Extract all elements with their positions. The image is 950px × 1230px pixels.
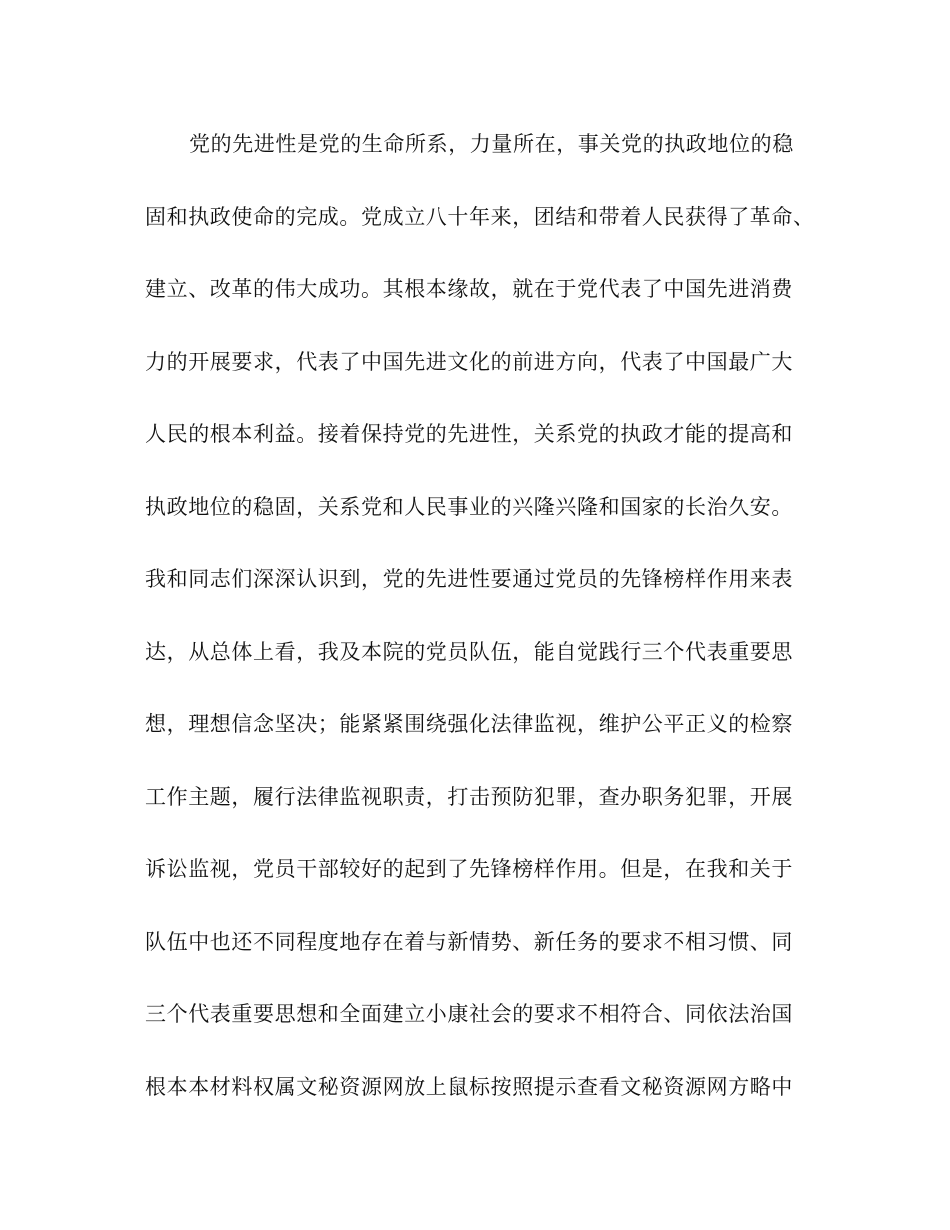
text-line: 三个代表重要思想和全面建立小康社会的要求不相符合、同依法治国	[145, 1002, 793, 1026]
body-paragraph	[145, 124, 825, 1139]
text-line: 工作主题，履行法律监视职责，打击预防犯罪，查办职务犯罪，开展	[145, 784, 793, 809]
text-line: 党的先进性是党的生命所系，力量所在，事关党的执政地位的稳	[189, 132, 794, 156]
text-line: 队伍中也还不同程度地存在着与新情势、新任务的要求不相习惯、同	[145, 929, 793, 954]
text-line: 建立、改革的伟大成功。其根本缘故，就在于党代表了中国先进消费	[145, 277, 793, 301]
text-line: 力的开展要求，代表了中国先进文化的前进方向，代表了中国最广大	[145, 349, 793, 374]
text-line: 执政地位的稳固，关系党和人民事业的兴隆兴隆和国家的长治久安。	[145, 494, 793, 519]
text-line: 根本本材料权属文秘资源网放上鼠标按照提示查看文秘资源网方略中	[145, 1074, 793, 1099]
text-line: 达，从总体上看，我及本院的党员队伍，能自觉践行三个代表重要思	[145, 639, 793, 664]
text-line: 诉讼监视，党员干部较好的起到了先锋榜样作用。但是，在我和关于	[145, 857, 793, 881]
text-line: 我和同志们深深认识到，党的先进性要通过党员的先锋榜样作用来表	[145, 567, 793, 591]
text-line: 人民的根本利益。接着保持党的先进性，关系党的执政才能的提高和	[145, 422, 793, 446]
text-line: 想，理想信念坚决；能紧紧围绕强化法律监视，维护公平正义的检察	[145, 712, 793, 736]
text-line: 固和执政使命的完成。党成立八十年来，团结和带着人民获得了革命、	[145, 204, 815, 229]
